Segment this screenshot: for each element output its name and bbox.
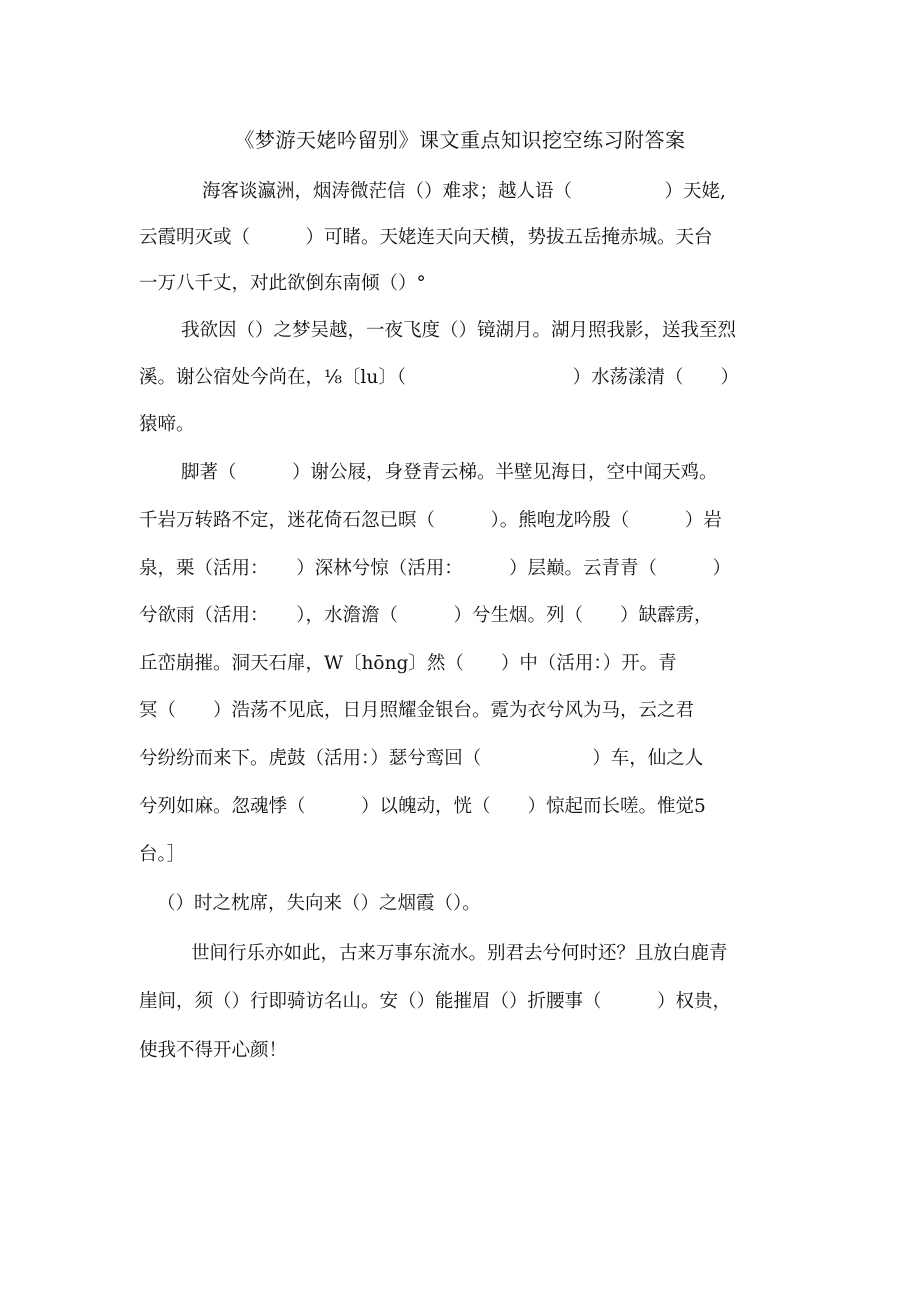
text-line: 丘峦崩摧。洞天石扉，W〔hōng〕然（ ）中（活用：）开。青 [139,653,677,674]
text-line: 海客谈瀛洲，烟涛微茫信（）难求；越人语（ ）天姥, [202,181,726,202]
text-line: 兮列如麻。忽魂悸（ ）以魄动，恍（ ）惊起而长嗟。惟觉5 [139,796,706,817]
text-line: 世间行乐亦如此，古来万事东流水。别君去兮何时还？且放白鹿青 [191,943,728,964]
text-line: 我欲因（）之梦吴越，一夜飞度（）镜湖月。湖月照我影，送我至烈 [181,320,737,341]
text-line: 使我不得开心颜！ [139,1040,288,1061]
text-line: 脚著（ ）谢公屐，身登青云梯。半壁见海日，空中闻天鸡。 [181,462,718,483]
document-title: 《梦游天姥吟留别》课文重点知识挖空练习附答案 [234,128,686,152]
text-line: 一万八千丈，对此欲倒东南倾（）° [139,273,426,294]
text-line: （）时之枕席，失向来（）之烟霞（）。 [157,893,481,914]
text-line: 溪。谢公宿处今尚在，⅛〔lu〕（ ）水荡漾清（ ） [139,367,740,388]
text-line: 兮欲雨（活用： ），水澹澹（ ）兮生烟。列（ ）缺霹雳， [139,605,713,626]
text-line: 猿啼。 [139,414,195,435]
text-line: 云霞明灭或（ ）可睹。天姥连天向天横，势拔五岳掩赤城。天台 [139,227,713,248]
text-line: 泉，栗（活用： ）深林兮惊（活用： ）层巅。云青青（ ） [139,558,732,579]
text-line: 兮纷纷而来下。虎鼓（活用：）瑟兮鸾回（ ）车，仙之人 [139,748,704,769]
text-line: 千岩万转路不定，迷花倚石忽已暝（ ）。熊咆龙吟殷（ ）岩 [139,510,722,531]
text-line: 崖间，须（）行即骑访名山。安（）能摧眉（）折腰事（ ）权贵， [139,991,732,1012]
text-line: 冥（ ）浩荡不见底，日月照耀金银台。霓为衣兮风为马，云之君 [139,700,695,721]
text-line: 台。］ [139,844,186,865]
